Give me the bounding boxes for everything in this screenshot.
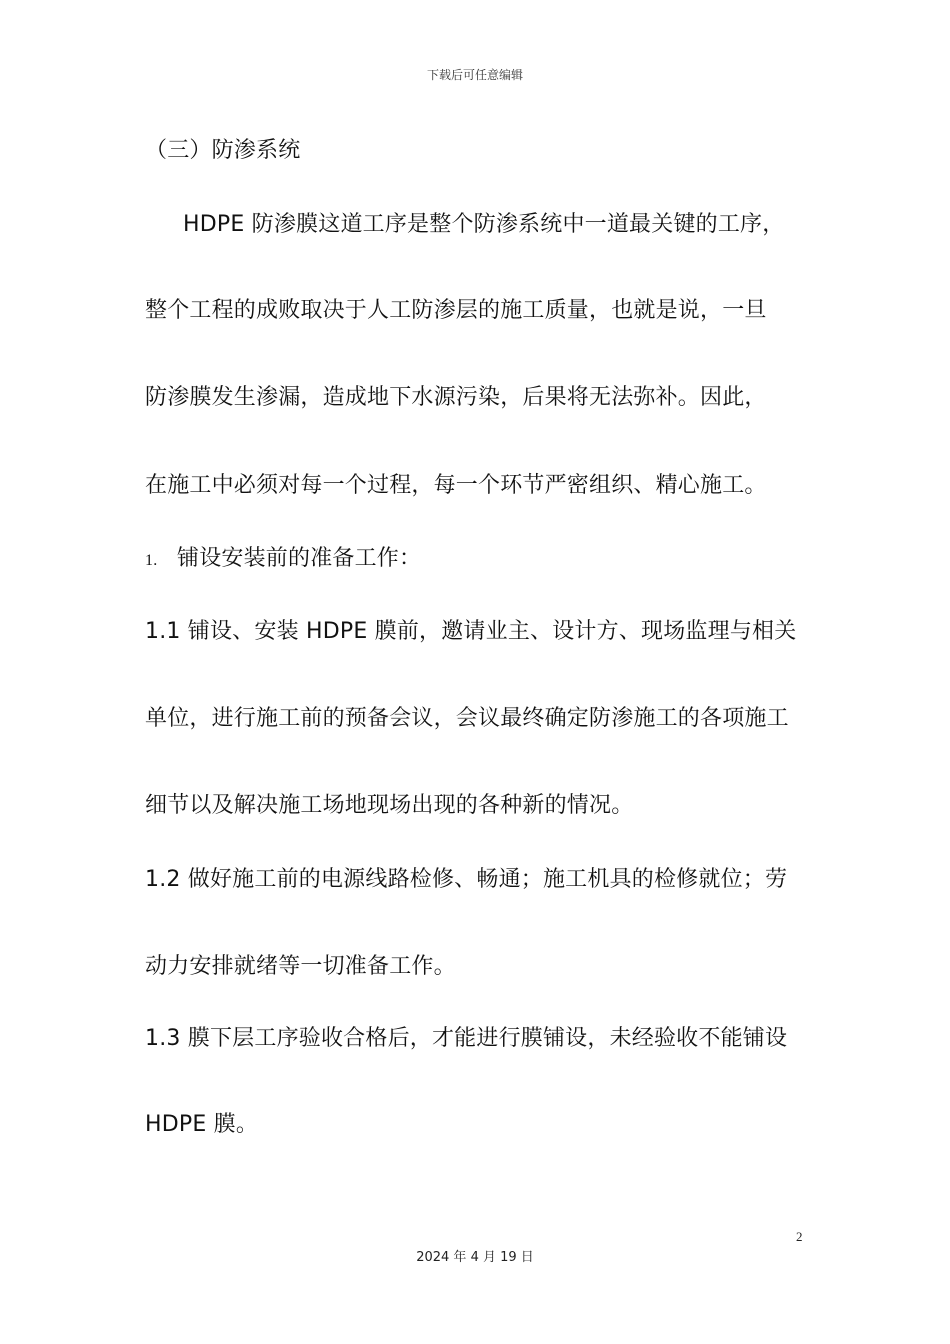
item-line: HDPE 膜。 <box>145 1112 259 1137</box>
item-line: 细节以及解决施工场地现场出现的各种新的情况。 <box>145 793 634 818</box>
list-heading-text: 铺设安装前的准备工作： <box>177 546 422 571</box>
paragraph-line: 在施工中必须对每一个过程，每一个环节严密组织、精心施工。 <box>145 473 767 498</box>
header-note: 下载后可任意编辑 <box>426 68 523 82</box>
item-line: 1.1 铺设、安装 HDPE 膜前，邀请业主、设计方、现场监理与相关 <box>145 619 797 644</box>
list-marker: 1. <box>145 552 158 569</box>
list-heading <box>145 544 825 576</box>
paragraph-line: HDPE 防渗膜这道工序是整个防渗系统中一道最关键的工序， <box>183 212 785 237</box>
paragraph-line: 防渗膜发生渗漏，造成地下水源污染，后果将无法弥补。因此， <box>145 385 767 410</box>
section-title: （三）防渗系统 <box>145 138 301 163</box>
item-line: 单位，进行施工前的预备会议，会议最终确定防渗施工的各项施工 <box>145 706 789 731</box>
item-line: 动力安排就绪等一切准备工作。 <box>145 954 456 979</box>
item-line: 1.2 做好施工前的电源线路检修、畅通；施工机具的检修就位；劳 <box>145 867 788 892</box>
item-line: 1.3 膜下层工序验收合格后，才能进行膜铺设，未经验收不能铺设 <box>145 1026 788 1051</box>
paragraph-line: 整个工程的成败取决于人工防渗层的施工质量，也就是说，一旦 <box>145 298 767 323</box>
footer-date: 2024 年 4 月 19 日 <box>416 1250 534 1265</box>
page-number: 2 <box>796 1229 803 1244</box>
